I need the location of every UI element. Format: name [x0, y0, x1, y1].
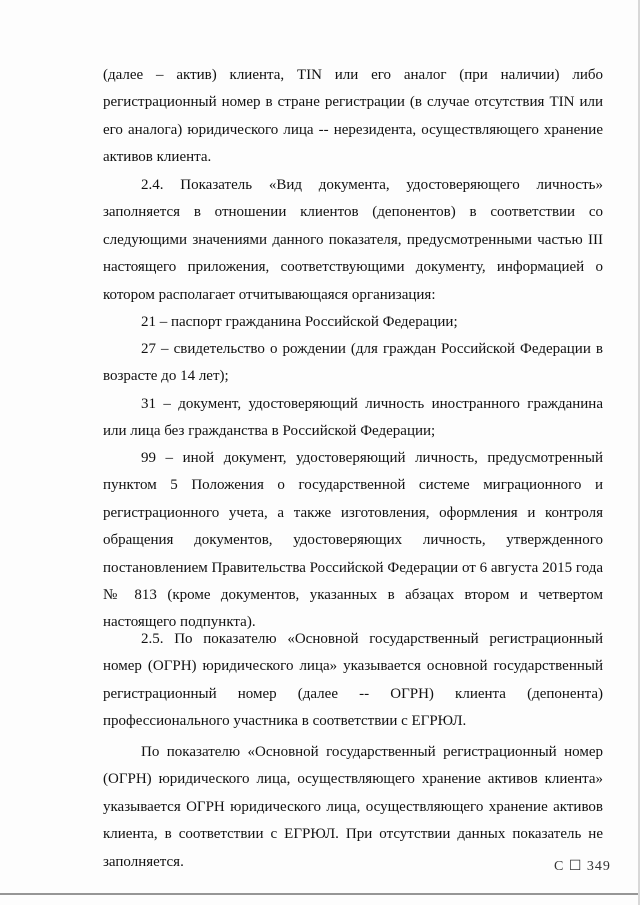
- paragraph-continuation: (далее – актив) клиента, TIN или его аналог (при наличии) либо регистрационный номер в стране регистрации (в случае отсутствия TIN или его аналога) юридического лица -- нерезидента, осуществляющего хранение активов клиента.: [103, 67, 603, 166]
- paragraph-ogrn-custodian: По показателю «Основной государственный регистрационный номер (ОГРН) юридического лица, осуществляющего хранение активов клиента» указывается ОГРН юридического лица, осуществляющего хранение активов клиента, в соответствии с ЕГРЮЛ. При отсутствии данных показатель не заполняется.: [103, 744, 603, 870]
- paragraph-code-31: 31 – документ, удостоверяющий личность иностранного гражданина или лица без гражданства в Российской Федерации;: [103, 396, 603, 440]
- paragraph-2-4: 2.4. Показатель «Вид документа, удостоверяющего личность» заполняется в отношении клиентов (депонентов) в соответствии со следующими значениями данного показателя, предусмотренными частью III настоящего приложения, соответствующими документу, информацией о котором располагает отчитывающаяся организация:: [103, 177, 603, 303]
- paragraph-2-5: 2.5. По показателю «Основной государственный регистрационный номер (ОГРН) юридического лица» указывается основной государственный регистрационный номер (далее -- ОГРН) клиента (депонента) профессионального участника в соответствии с ЕГРЮЛ.: [103, 631, 603, 730]
- paragraph-code-21: 21 – паспорт гражданина Российской Федерации;: [141, 314, 458, 330]
- page-number-stamp: С ☐ 349: [554, 859, 611, 874]
- paragraph-code-27: 27 – свидетельство о рождении (для граждан Российской Федерации в возрасте до 14 лет);: [103, 341, 603, 385]
- paragraph-code-99: 99 – иной документ, удостоверяющий личность, предусмотренный пунктом 5 Положения о государственной системе миграционного и регистрационного учета, а также изготовления, оформления и контроля обращения документов, удостоверяющих личность, утвержденного постановлением Правительства Российской Федерации от 6 августа 2015 года № 813 (кроме документов, указанных в абзацах втором и четвертом настоящего подпункта).: [103, 450, 603, 631]
- scan-bottom-line: [0, 893, 640, 895]
